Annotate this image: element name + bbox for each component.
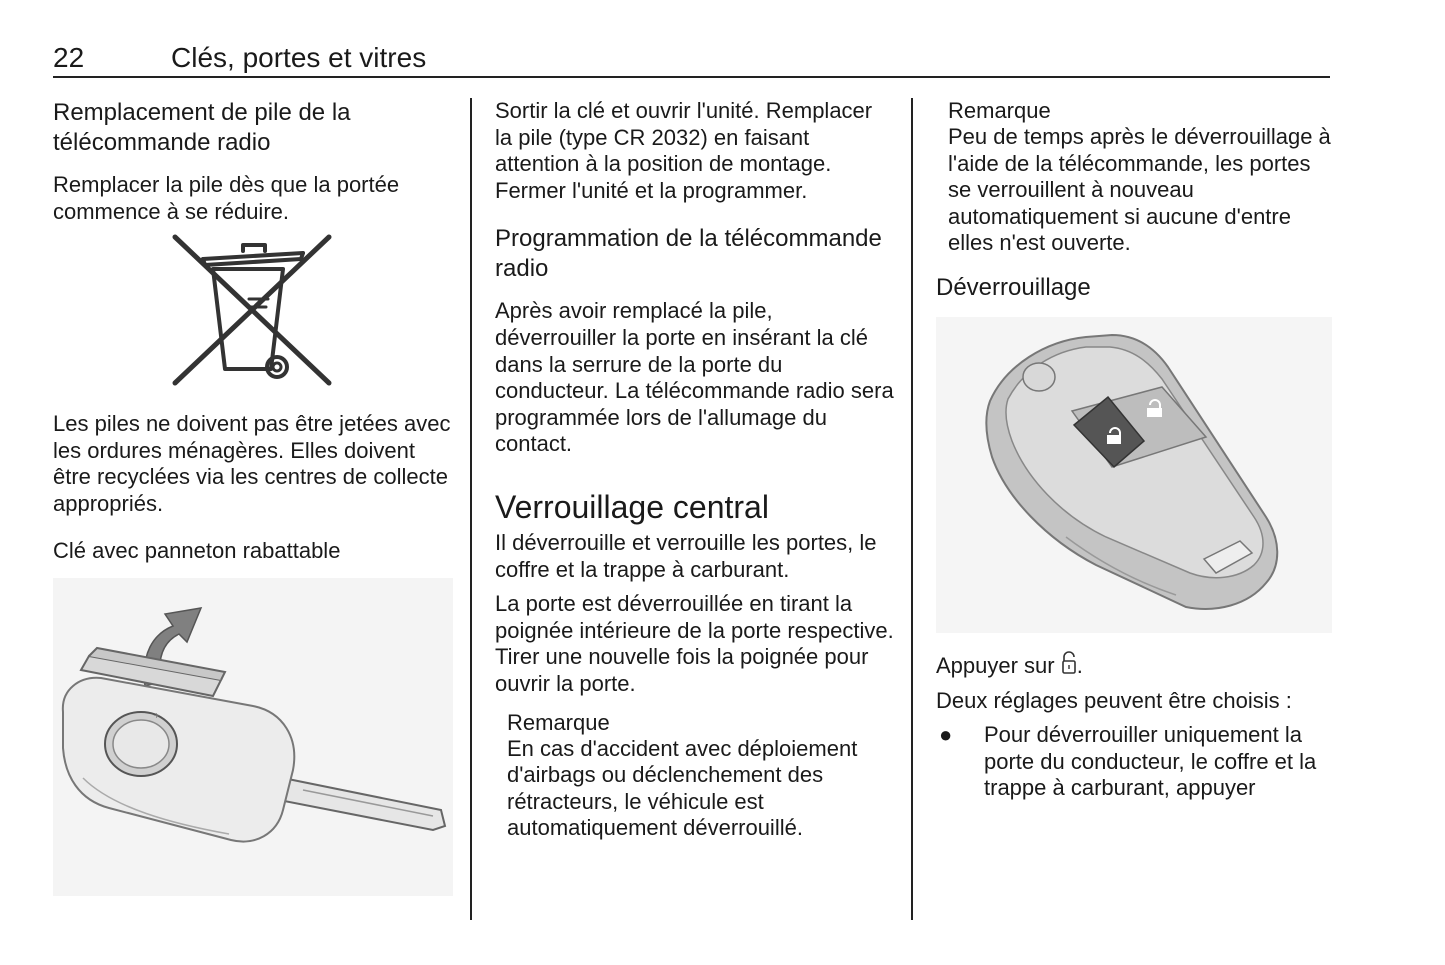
chapter-title: Clés, portes et vitres	[171, 42, 427, 73]
column-divider-1	[470, 98, 472, 920]
key-battery-illustration	[53, 578, 453, 896]
press-suffix: .	[1076, 652, 1083, 678]
note-box	[936, 98, 1332, 257]
note-label: Remarque	[948, 98, 1051, 123]
note-text: En cas d'accident avec déploiement d'airbags ou déclenchement des rétracteurs, le véhicule est automatiquement déverrouillé.	[507, 735, 858, 841]
programming-text: Après avoir remplacé la pile, déverrouiller la porte en insérant la clé dans la serrure de la porte du conducteur. La télécommande radio sera programmée lors de l'allumage du contact.	[495, 298, 894, 457]
note-label: Remarque	[507, 709, 610, 735]
programming-heading: Programmation de la télécommande radio	[495, 225, 882, 283]
central-lock-heading: Verrouillage central	[495, 488, 769, 525]
column-divider-2	[911, 98, 913, 920]
column-3	[936, 98, 1332, 802]
column-1	[53, 98, 453, 896]
central-lock-text-2: La porte est déverrouillée en tirant la poignée intérieure de la porte respective. Tirer une nouvelle fois la poignée pour ouvrir la porte.	[495, 591, 894, 696]
svg-text:+: +	[153, 711, 160, 721]
list-item	[936, 722, 1332, 802]
replace-battery-text: Sortir la clé et ouvrir l'unité. Remplacer la pile (type CR 2032) en faisant attention à la position de montage. Fermer l'unité et la programmer.	[495, 98, 873, 203]
note-text: Peu de temps après le déverrouillage à l'aide de la télécommande, les portes se verrouillent à nouveau automatiquement si aucune d'entre elles n'est ouverte.	[948, 124, 1331, 256]
page-number: 22	[53, 42, 85, 73]
unlock-heading: Déverrouillage	[936, 273, 1091, 301]
battery-intro: Remplacer la pile dès que la portée commence à se réduire.	[53, 172, 400, 224]
central-lock-text-1: Il déverrouille et verrouille les portes, le coffre et la trappe à carburant.	[495, 529, 877, 582]
note-box	[495, 710, 895, 842]
unlock-padlock-icon	[1061, 651, 1077, 675]
column-2	[495, 98, 895, 842]
bullet-text: Pour déverrouiller uniquement la porte du conducteur, le coffre et la trappe à carburant, appuyer	[984, 722, 1317, 801]
page-header	[53, 40, 1330, 78]
bullet-marker: ●	[939, 722, 953, 748]
key-heading: Clé avec panneton rabattable	[53, 537, 341, 563]
disposal-text: Les piles ne doivent pas être jetées avec les ordures ménagères. Elles doivent être recyclées via les centres de collecte appropriés.	[53, 411, 451, 516]
battery-heading: Remplacement de pile de la télécommande radio	[53, 99, 351, 156]
press-text: Appuyer sur	[936, 652, 1055, 678]
settings-text: Deux réglages peuvent être choisis :	[936, 687, 1292, 713]
crossed-out-wheelie-bin-icon	[53, 229, 453, 391]
press-instruction	[936, 651, 1332, 680]
remote-key-illustration	[936, 317, 1332, 633]
